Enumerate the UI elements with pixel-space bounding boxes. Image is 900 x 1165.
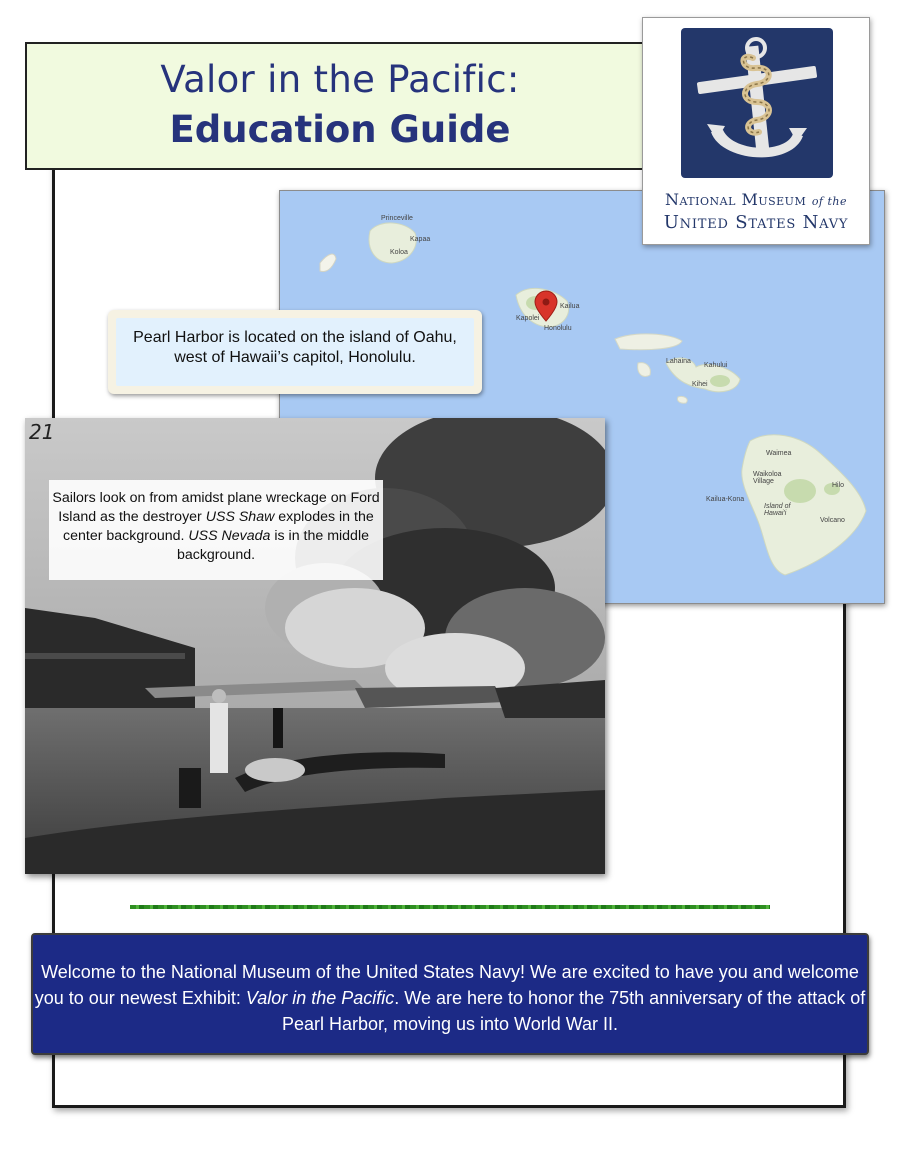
island-niihau	[320, 254, 336, 271]
island-hawaii	[742, 435, 866, 575]
map-caption: Pearl Harbor is located on the island of Oahu, west of Hawaii’s capitol, Honolulu.	[116, 318, 474, 386]
map-label-volcano: Volcano	[820, 517, 845, 524]
logo-text-line1: National Museum of the	[664, 190, 848, 209]
map-label-honolulu: Honolulu	[544, 325, 572, 332]
map-label-lahaina: Lahaina	[666, 358, 691, 365]
map-label-kapaa: Kapaa	[410, 236, 431, 243]
photo-number: 21	[29, 420, 55, 444]
page-title: Valor in the Pacific:	[160, 58, 520, 101]
map-label-island-of-hawaii: Island of Hawai'i	[764, 503, 791, 517]
photo-caption: Sailors look on from amidst plane wreckage on Ford Island as the destroyer USS Shaw explodes in the center background. USS Nevada is in the middle background.	[49, 480, 383, 580]
map-label-kahului: Kahului	[704, 362, 728, 369]
page-subtitle: Education Guide	[169, 108, 511, 151]
anchor-icon	[681, 28, 833, 178]
logo-text-line2: United States Navy	[663, 212, 849, 233]
map-label-koloa: Koloa	[390, 249, 408, 256]
map-label-kailua: Kailua	[560, 303, 580, 310]
map-label-hilo: Hilo	[832, 482, 845, 489]
island-molokai	[615, 334, 682, 350]
map-label-princeville: Princeville	[381, 215, 413, 222]
map-label-kailua-kona: Kailua-Kona	[706, 496, 745, 503]
logo-emblem	[681, 28, 833, 178]
welcome-banner: Welcome to the National Museum of the United States Navy! We are excited to have you and welcome you to our newest Exhibit: Valor in the Pacific. We are here to honor the 75th anniversary of the attack of Pearl Harbor, moving us into World War II.	[31, 933, 869, 1055]
map-label-kapolei: Kapolei	[516, 315, 540, 322]
museum-logo	[642, 17, 870, 245]
map-label-waikoloa: Waikoloa Village	[753, 471, 782, 485]
historic-photo	[25, 418, 605, 874]
island-lanai	[638, 363, 651, 377]
green-divider	[130, 905, 770, 909]
title-banner	[25, 42, 655, 170]
map-caption-box	[108, 310, 482, 394]
map-label-kihei: Kihei	[692, 381, 708, 388]
map-label-waimea: Waimea	[766, 450, 792, 457]
